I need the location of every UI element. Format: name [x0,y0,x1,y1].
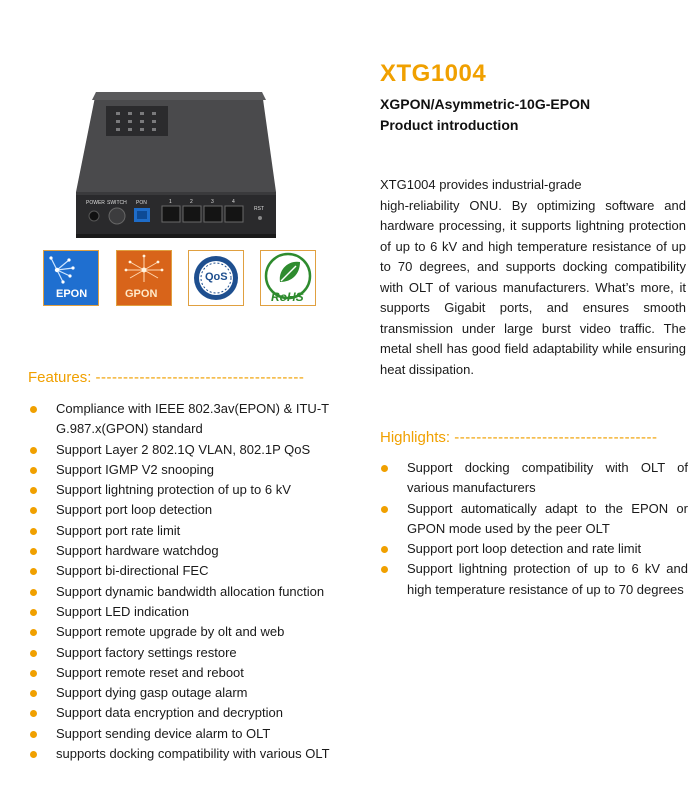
feature-text: Support remote reset and reboot [56,664,244,680]
switch-label: SWITCH [107,200,127,206]
port-label-1: 1 [169,199,172,205]
highlight-item [380,499,688,540]
product-image [62,84,292,244]
bullet-icon [30,731,37,738]
highlights-heading [380,429,658,446]
subtitle-line-2: Product introduction [380,117,519,133]
feature-item [28,724,348,744]
feature-item [28,582,348,602]
highlight-text: Support port loop detection and rate limit [407,541,642,557]
bullet-icon [381,506,388,513]
feature-item [28,500,348,520]
epon-badge [43,250,99,306]
product-subtitle [380,94,590,136]
feature-item [28,521,348,541]
bullet-icon [30,447,37,454]
feature-text: Support bi-directional FEC [56,563,209,579]
power-label: POWER [86,200,105,206]
product-description [380,175,686,380]
feature-item [28,460,348,480]
rst-label: RST [254,206,264,212]
feature-text: Support remote upgrade by olt and web [56,624,285,640]
subtitle-line-1: XGPON/Asymmetric-10G-EPON [380,96,591,112]
feature-item [28,480,348,500]
bullet-icon [30,589,37,596]
highlight-item [380,559,688,600]
feature-text: Support data encryption and decryption [56,705,283,721]
feature-item [28,663,348,683]
rohs-label: RoHS [271,290,304,304]
bullet-icon [30,467,37,474]
bullet-icon [30,710,37,717]
highlight-text: Support automatically adapt to the EPON or GPON mode used by the peer OLT [407,500,688,536]
feature-item [28,744,348,764]
bullet-icon [30,507,37,514]
feature-text: G.987.x(GPON) standard [56,421,203,437]
feature-item [28,602,348,622]
feature-text: Support sending device alarm to OLT [56,725,271,741]
highlight-item [380,539,688,559]
features-list [28,399,348,764]
feature-text: Support port loop detection [56,502,213,518]
bullet-icon [30,568,37,575]
bullet-icon [30,406,37,413]
rohs-badge [260,250,316,306]
bullet-icon [30,548,37,555]
port-label-3: 3 [211,199,214,205]
description-body: high-reliability ONU. By optimizing software and hardware processing, it supports lightning protection of up to 6 kV and high temperature resistance of up to 70 degrees, and supports docking compatibility with OLT of various manufacturers. What’s more, it supports Gigabit ports, and ensures smooth transmission under large burst video traffic. The metal shell has good field adaptability while ensuring heat dissipation. [380,197,686,377]
epon-label: EPON [56,288,88,300]
port-label-4: 4 [232,199,235,205]
bullet-icon [30,528,37,535]
product-model: XTG1004 [380,60,487,87]
feature-item [28,643,348,663]
feature-item [28,399,348,440]
feature-text: supports docking compatibility with various OLT [56,746,330,762]
bullet-icon [30,609,37,616]
highlights-list [380,458,688,600]
feature-item [28,440,348,460]
bullet-icon [30,487,37,494]
bullet-icon [381,546,388,553]
feature-text: Support dying gasp outage alarm [56,685,248,701]
pon-label: PON [136,200,147,206]
features-title: Features: [28,369,92,386]
port-label-2: 2 [190,199,193,205]
bullet-icon [30,650,37,657]
bullet-icon [30,690,37,697]
bullet-icon [381,566,388,573]
highlight-item [380,458,688,499]
highlights-title: Highlights: [380,429,451,446]
feature-item [28,541,348,561]
feature-text: Support Layer 2 802.1Q VLAN, 802.1P QoS [56,441,311,457]
feature-text: Support IGMP V2 snooping [56,461,215,477]
gpon-badge [116,250,172,306]
qos-badge [188,250,244,306]
feature-text: Support LED indication [56,603,189,619]
qos-label: QoS [205,271,228,283]
feature-text: Support lightning protection of up to 6 kV [56,482,291,498]
gpon-label: GPON [125,288,158,300]
feature-item [28,622,348,642]
feature-item [28,683,348,703]
description-first-line: XTG1004 provides industrial-grade [380,177,582,192]
bullet-icon [381,465,388,472]
features-dashes: -------------------------------------- [95,369,305,386]
feature-text: Support port rate limit [56,522,181,538]
feature-text: Support dynamic bandwidth allocation function [56,583,325,599]
feature-text: Support factory settings restore [56,644,237,660]
feature-text: Support hardware watchdog [56,543,219,559]
feature-text: Compliance with IEEE 802.3av(EPON) & ITU-T [56,401,330,416]
highlight-text: Support lightning protection of up to 6 kV and high temperature resistance of up to 70 degrees [407,561,688,597]
bullet-icon [30,670,37,677]
features-heading [28,369,304,386]
highlights-dashes: ------------------------------------- [454,429,658,446]
bullet-icon [30,629,37,636]
highlight-text: Support docking compatibility with OLT of various manufacturers [407,460,688,496]
feature-item [28,561,348,581]
feature-item [28,703,348,723]
bullet-icon [30,751,37,758]
